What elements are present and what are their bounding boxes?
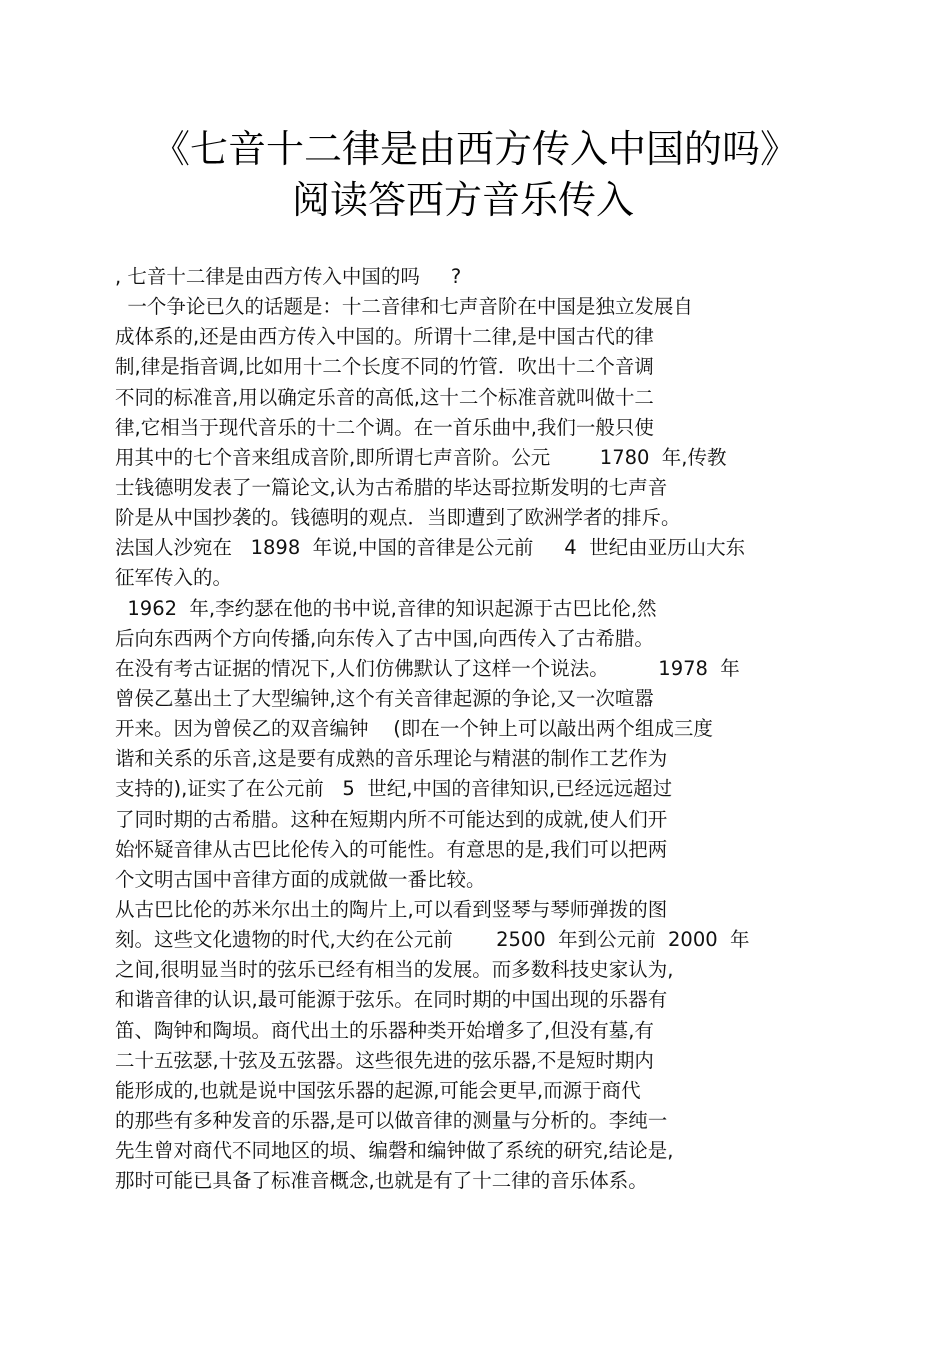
body-line: 谐和关系的乐音,这是要有成熟的音乐理论与精湛的制作工艺作为 [115, 747, 668, 771]
body-line: 了同时期的古希腊。这种在短期内所不可能达到的成就,使人们开 [115, 807, 668, 831]
body-line: 和谐音律的认识,最可能源于弦乐。在同时期的中国出现的乐器有 [115, 988, 668, 1012]
body-line: 笛、陶钟和陶埙。商代出土的乐器种类开始增多了,但没有墓,有 [115, 1018, 654, 1042]
body-line: 后向东西两个方向传播,向东传入了古中国,向西传入了古希腊。 [115, 626, 654, 650]
document-body [115, 262, 895, 1196]
document-title-line-1: 《七音十二律是由西方传入中国的吗》 [151, 127, 798, 171]
body-line: 律,它相当于现代音乐的十二个调。在一首乐曲中,我们一般只使 [115, 415, 654, 439]
body-line: 成体系的,还是由西方传入中国的。所谓十二律,是中国古代的律 [115, 325, 654, 349]
body-line: 那时可能已具备了标准音概念,也就是有了十二律的音乐体系。 [115, 1169, 648, 1193]
body-line: 支持的),证实了在公元前 5 世纪,中国的音律知识,已经远远超过 [115, 777, 673, 801]
body-line: 制,律是指音调,比如用十二个长度不同的竹管．吹出十二个音调 [115, 355, 654, 379]
body-line: 士钱德明发表了一篇论文,认为古希腊的毕达哥拉斯发明的七声音 [115, 475, 668, 499]
body-line: 始怀疑音律从古巴比伦传入的可能性。有意思的是,我们可以把两 [115, 837, 668, 861]
body-line: 在没有考古证据的情况下,人们仿佛默认了这样一个说法。 1978 年 [115, 656, 740, 680]
body-line: 用其中的七个音来组成音阶,即所谓七声音阶。公元 1780 年,传教 [115, 445, 727, 469]
body-line: 先生曾对商代不同地区的埙、编磬和编钟做了系统的研究,结论是, [115, 1139, 674, 1163]
body-line: 能形成的,也就是说中国弦乐器的起源,可能会更早,而源于商代 [115, 1078, 641, 1102]
body-line: 曾侯乙墓出土了大型编钟,这个有关音律起源的争论,又一次喧嚣 [115, 686, 654, 710]
body-line: 从古巴比伦的苏米尔出土的陶片上,可以看到竖琴与琴师弹拨的图 [115, 897, 668, 921]
document-title-line-2: 阅读答西方音乐传入 [291, 178, 634, 222]
body-line: 征军传入的。 [115, 566, 233, 590]
body-line: 不同的标准音,用以确定乐音的高低,这十二个标准音就叫做十二 [115, 385, 654, 409]
body-line: 1962 年,李约瑟在他的书中说,音律的知识起源于古巴比伦,然 [115, 596, 657, 620]
body-line: 开来。因为曾侯乙的双音编钟 (即在一个钟上可以敲出两个组成三度 [115, 717, 713, 741]
body-line: 阶是从中国抄袭的。钱德明的观点．当即遭到了欧洲学者的排斥。 [115, 506, 681, 530]
body-line: 二十五弦瑟,十弦及五弦器。这些很先进的弦乐器,不是短时期内 [115, 1048, 654, 1072]
body-line: , 七音十二律是由西方传入中国的吗 ? [115, 265, 462, 288]
body-line: 法国人沙宛在 1898 年说,中国的音律是公元前 4 世纪由亚历山大东 [115, 536, 746, 560]
body-line: 一个争论已久的话题是：十二音律和七声音阶在中国是独立发展自 [115, 295, 693, 319]
body-line: 个文明古国中音律方面的成就做一番比较。 [115, 867, 486, 891]
body-line: 之间,很明显当时的弦乐已经有相当的发展。而多数科技史家认为, [115, 958, 674, 982]
body-line: 刻。这些文化遗物的时代,大约在公元前 2500 年到公元前 2000 年 [115, 928, 750, 952]
body-line: 的那些有多种发音的乐器,是可以做音律的测量与分析的。李纯一 [115, 1108, 668, 1132]
